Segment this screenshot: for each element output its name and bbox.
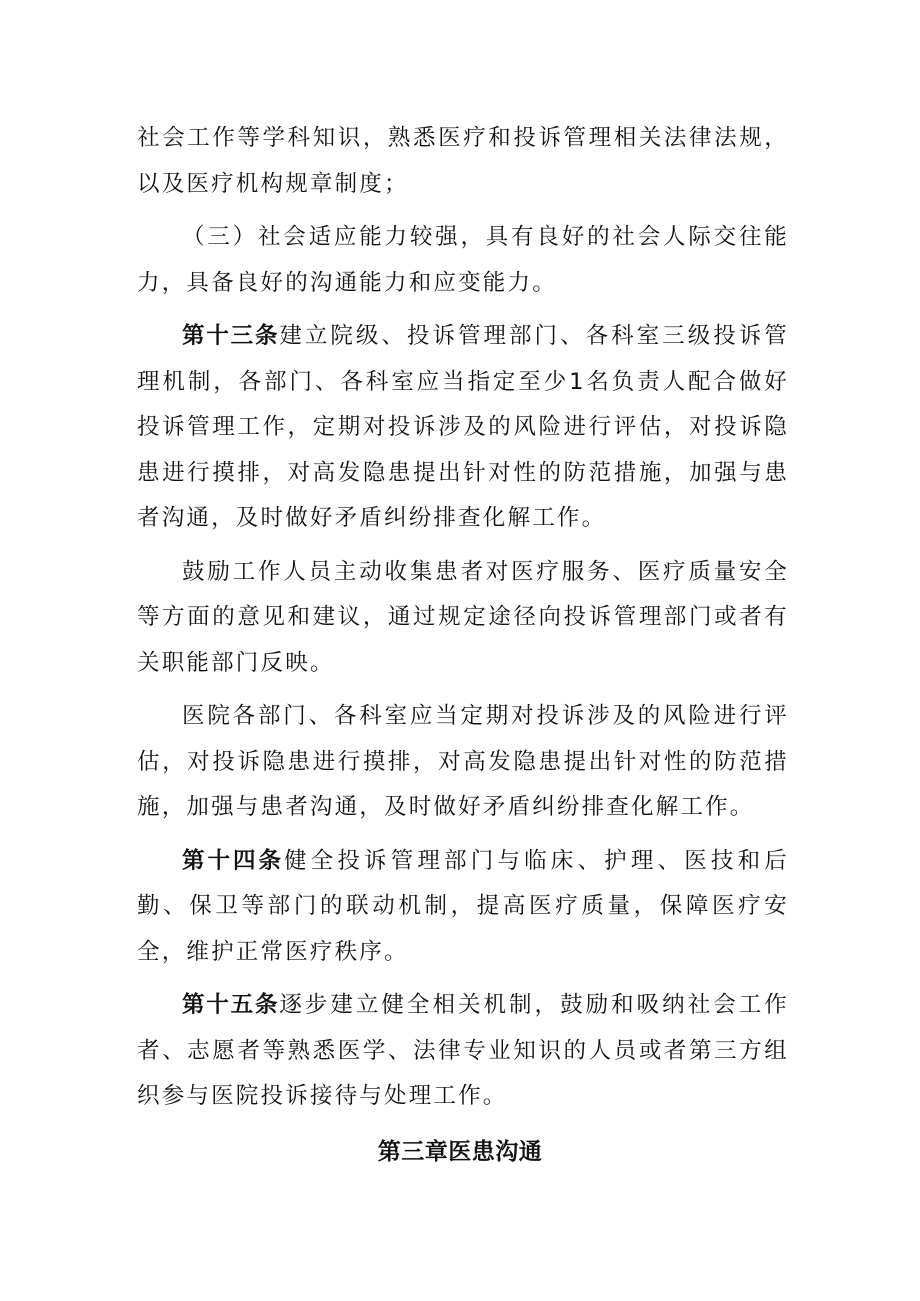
paragraph-encourage [137, 550, 789, 687]
paragraph-text: 建立院级、投诉管理部门、各科室三级投诉管理机制，各部门、各科室应当指定至少1名负责人配合做好投诉管理工作，定期对投诉涉及的风险进行评估，对投诉隐患进行摸排，对高发隐患提出针对性的防范措施，加强与患者沟通，及时做好矛盾纠纷排查化解工作。 [137, 323, 789, 531]
article-13 [137, 314, 789, 542]
paragraph-text: 鼓励工作人员主动收集患者对医疗服务、医疗质量安全等方面的意见和建议，通过规定途径向投诉管理部门或者有关职能部门反映。 [137, 558, 789, 676]
article-number: 第十五条 [182, 992, 280, 1018]
paragraph-text: 健全投诉管理部门与临床、护理、医技和后勤、保卫等部门的联动机制，提高医疗质量，保障医疗安全，维护正常医疗秩序。 [137, 847, 789, 965]
article-14 [137, 839, 789, 976]
paragraph-item-3 [137, 215, 789, 306]
paragraph-text: 医院各部门、各科室应当定期对投诉涉及的风险进行评估，对投诉隐患进行摸排，对高发隐患提出针对性的防范措施，加强与患者沟通，及时做好矛盾纠纷排查化解工作。 [137, 703, 789, 820]
article-number: 第十四条 [182, 847, 284, 874]
body-text [137, 116, 789, 1120]
article-15 [137, 983, 789, 1120]
article-number: 第十三条 [182, 323, 280, 349]
paragraph-continuation [137, 116, 789, 207]
paragraph-departments [137, 694, 789, 831]
paragraph-text: 社会工作等学科知识，熟悉医疗和投诉管理相关法律法规，以及医疗机构规章制度； [137, 125, 789, 197]
paragraph-text: 逐步建立健全相关机制，鼓励和吸纳社会工作者、志愿者等熟悉医学、法律专业知识的人员或者第三方组织参与医院投诉接待与处理工作。 [137, 992, 789, 1109]
chapter-title: 第三章医患沟通 [377, 1139, 543, 1165]
paragraph-text: （三）社会适应能力较强，具有良好的社会人际交往能力，具备良好的沟通能力和应变能力。 [137, 224, 789, 296]
